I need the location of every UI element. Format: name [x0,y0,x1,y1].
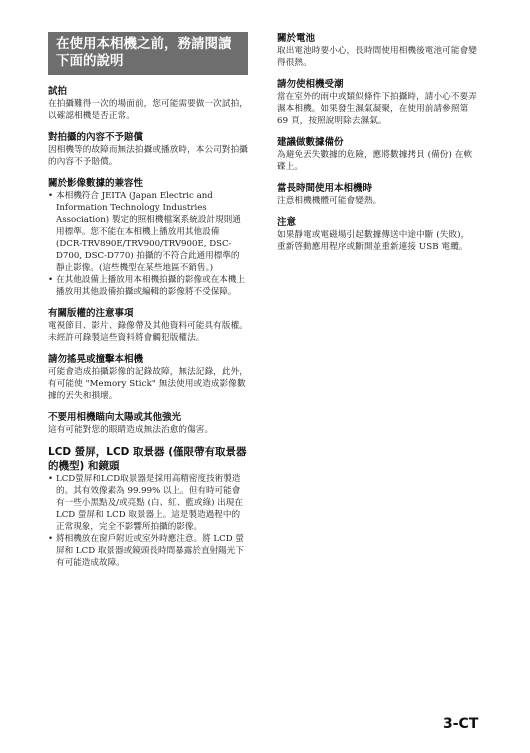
section [48,445,248,569]
bullet-text: 將相機放在窗戶附近或室外時應注意。將 LCD 螢屏和 LCD 取景器或鏡頭長時間暴露於直射陽光下有可能造成故障。 [56,534,244,568]
bullet-text: 本相機符合 JEITA (Japan Electric and Information Technology Industries Association) 製定的照相機檔案系統設計規則通用標準。您不能在本相機上播放用其他設備 (DCR-TRV890E/TRV900/TRV900E, DSC-D700, DSC-D770) 拍攝的不符合此通用標準的靜止影像。(這些機型在某些地區不銷售。) [56,191,241,273]
bullet-icon: • [48,275,54,285]
bullet-item [48,190,248,274]
section [48,353,248,402]
section [277,182,477,207]
bullet-icon: • [48,534,54,544]
section-text: 取出電池時要小心，長時間使用相機後電池可能會變得很熱。 [277,46,477,68]
bullet-item [48,473,248,533]
section [277,32,477,69]
section-text: 為避免丟失數據的危險，應將數據拷貝 (備份) 在軟碟上。 [277,150,473,172]
section-heading: 建議做數據備份 [277,137,344,148]
section [277,78,477,127]
section-heading: 關於電池 [277,33,316,44]
section-text: 可能會造成拍攝影像的記錄故障，無法記錄，此外，有可能使 "Memory Stick" 無法使用或造成影像數據的丟失和損壞。 [48,367,248,401]
section-heading: 注意 [277,217,297,228]
bullet-text: 在其他設備上播放用本相機拍攝的影像或在本機上播放用其他設備拍攝或編輯的影像將不受保障。 [56,275,246,297]
bullet-icon: • [48,191,54,201]
left-column [48,32,248,578]
section [277,216,477,253]
section [48,177,248,298]
section [48,131,248,168]
section-text: 如果靜電或電磁場引起數據傳送中途中斷 (失敗)，重新啓動應用程序或斷開並重新連接 USB 電纜。 [277,230,470,252]
bullet-item [48,533,248,569]
section [277,136,477,173]
section-heading: 請勿搖晃或撞擊本相機 [48,354,144,365]
page-number: 3-CT [443,716,479,732]
section-text: 在拍攝難得一次的場面前，您可能需要做一次試拍，以確認相機是否正常。 [48,99,248,121]
section-text: 這有可能對您的眼睛造成無法治愈的傷害。 [48,425,214,435]
section-heading: 試拍 [48,86,68,97]
section-heading: 有關版權的注意事項 [48,308,134,319]
page-title: 在使用本相機之前，務請閱讀下面的說明 [48,32,248,75]
section-heading: 不要用相機瞄向太陽或其他強光 [48,412,182,423]
section [48,411,248,436]
section-heading: 當長時間使用本相機時 [277,183,373,194]
section-heading: 請勿使相機受潮 [277,79,344,90]
bullet-icon: • [48,474,54,484]
left-sections [48,85,248,569]
right-column [277,32,477,262]
bullet-list [48,190,248,298]
right-sections [277,32,477,253]
section-heading: LCD 螢屏，LCD 取景器 (僅限帶有取景器的機型) 和鏡頭 [48,446,247,472]
section [48,307,248,344]
section [48,85,248,122]
section-heading: 關於影像數據的兼容性 [48,178,144,189]
bullet-item [48,274,248,298]
section-heading: 對拍攝的內容不予賠償 [48,132,144,143]
section-text: 當在室外的雨中或類似條件下拍攝時，請小心不要弄濕本相機。如果發生濕氣凝聚，在使用前請參照第 69 頁，按照說明除去濕氣。 [277,92,477,126]
section-text: 注意相機機體可能會變熱。 [277,196,382,206]
bullet-text: LCD螢屏和LCD取景器是採用高精密度技術製造的。其有效像素為 99.99% 以上。但有時可能會有一些小黑點及/或亮點 (白、紅、藍或綠) 出現在 LCD 螢屏和 LCD 取景器上。這是製造過程中的正常現象，完全不影響所拍攝的影像。 [56,474,243,532]
bullet-list [48,473,248,569]
section-text: 因相機等的故障而無法拍攝或播放時，本公司對拍攝的內容不予賠償。 [48,145,248,167]
section-text: 電視節目、影片、錄像帶及其他資料可能具有版權。未經許可錄製這些資料將會觸犯版權法。 [48,321,248,343]
